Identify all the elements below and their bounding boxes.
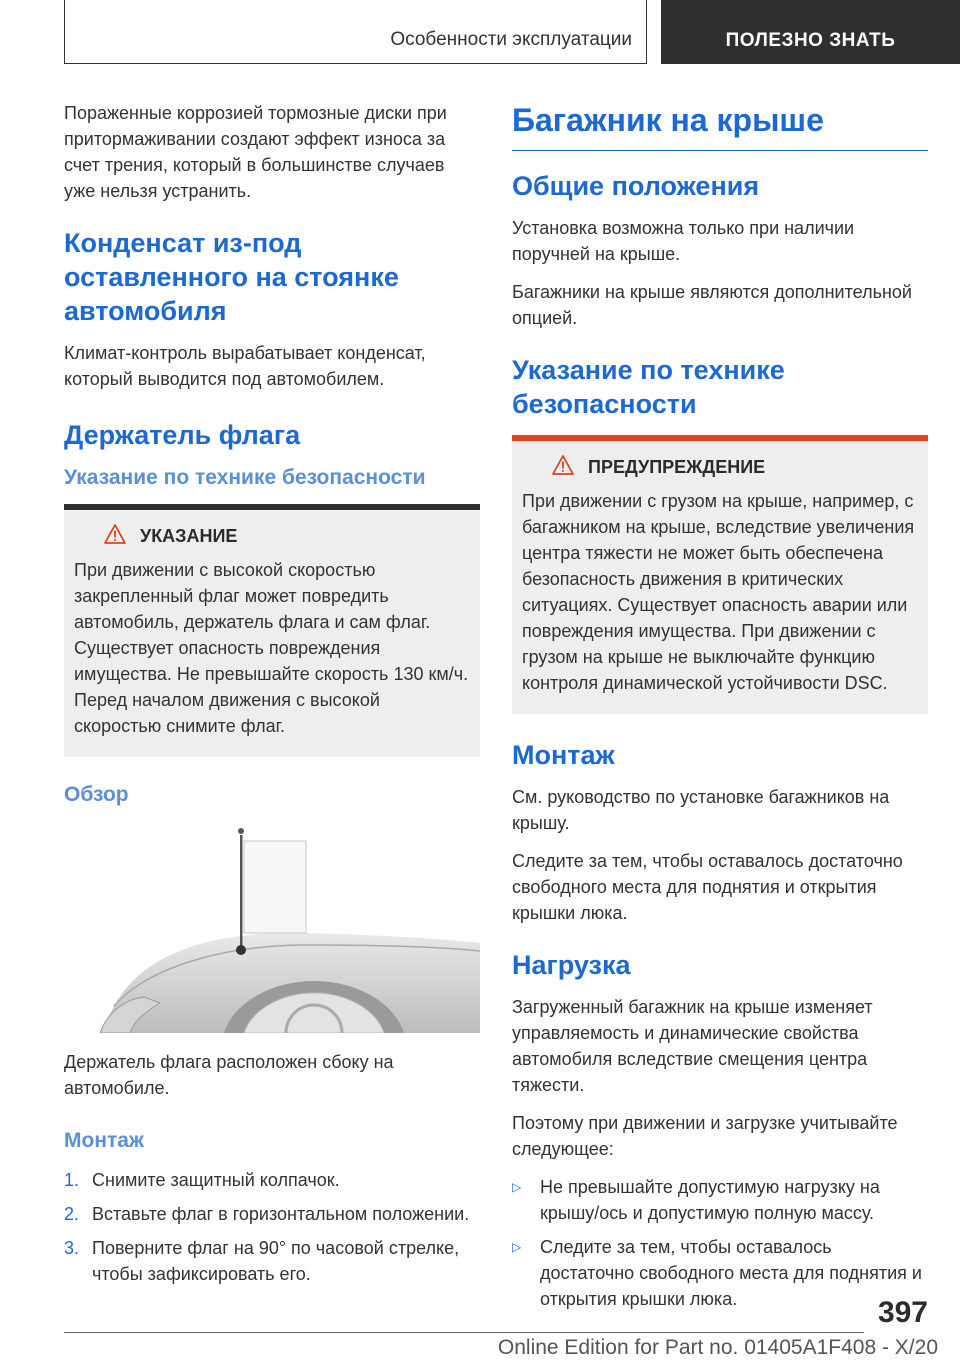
bullet-text: Следите за тем, чтобы оставалось достаточно свободного места для поднятия и открытия крышки люка. bbox=[540, 1237, 922, 1309]
load-paragraph-2: Поэтому при движении и загрузке учитывайте следующее: bbox=[512, 1113, 898, 1159]
overview-heading: Обзор bbox=[64, 783, 129, 806]
list-item bbox=[512, 1174, 928, 1226]
warning-triangle-icon bbox=[104, 524, 126, 549]
general-heading: Общие положения bbox=[512, 171, 760, 201]
roof-warning-box bbox=[512, 435, 928, 714]
left-column bbox=[64, 100, 480, 1295]
triangle-bullet-icon: ▷ bbox=[512, 1240, 522, 1254]
left-mount-heading: Монтаж bbox=[64, 1129, 144, 1152]
header-category-label: ПОЛЕЗНО ЗНАТЬ bbox=[725, 30, 896, 51]
step-text: Снимите защитный колпачок. bbox=[92, 1170, 340, 1190]
mount-paragraph-1: См. руководство по установке багажников на крышу. bbox=[512, 787, 890, 833]
load-paragraph-1: Загруженный багажник на крыше изменяет управляемость и динамические свойства автомобиля вследствие смещения центра тяжести. bbox=[512, 997, 873, 1095]
list-item bbox=[64, 1167, 480, 1193]
step-number: 3. bbox=[64, 1238, 80, 1258]
list-item bbox=[64, 1201, 480, 1227]
flag-safety-heading: Указание по технике безопасности bbox=[64, 466, 426, 489]
condensate-paragraph: Климат-контроль вырабатывает конденсат, который выводится под автомобилем. bbox=[64, 343, 426, 389]
step-text: Поверните флаг на 90° по часовой стрелке, чтобы зафиксировать его. bbox=[92, 1238, 460, 1284]
header-category-tab bbox=[661, 0, 960, 64]
general-paragraph-2: Багажники на крыше являются дополнительной опцией. bbox=[512, 282, 912, 328]
figure-caption: Держатель флага расположен сбоку на автомобиле. bbox=[64, 1052, 394, 1098]
roof-warning-text: При движении с грузом на крыше, например, с багажником на крыше, вследствие увеличения центра тяжести не может быть обеспечена безопасность движения в критических ситуациях. Существует опасность аварии или повреждения имущества. При движении с грузом на крыше не выключайте функцию контроля динамической устойчивости DSC. bbox=[522, 491, 915, 693]
roof-rack-title: Багажник на крыше bbox=[512, 102, 824, 138]
page-number: 397 bbox=[877, 1296, 928, 1329]
step-number: 2. bbox=[64, 1204, 80, 1224]
roof-safety-heading: Указание по технике безопасности bbox=[512, 355, 785, 419]
mount-paragraph-2: Следите за тем, чтобы оставалось достаточно свободного места для поднятия и открытия крышки люка. bbox=[512, 851, 903, 923]
flag-warning-header bbox=[74, 524, 470, 549]
roof-warning-header bbox=[522, 455, 918, 480]
right-column bbox=[512, 100, 928, 1320]
warning-triangle-icon bbox=[552, 455, 574, 480]
triangle-bullet-icon: ▷ bbox=[512, 1180, 522, 1194]
flag-holder-heading: Держатель флага bbox=[64, 420, 301, 450]
load-heading: Нагрузка bbox=[512, 950, 631, 980]
step-number: 1. bbox=[64, 1170, 80, 1190]
list-item bbox=[64, 1235, 480, 1287]
footer-divider bbox=[64, 1332, 864, 1333]
mount-steps-list bbox=[64, 1167, 480, 1287]
intro-paragraph: Пораженные коррозией тормозные диски при притормаживании создают эффект износа за счет трения, который в большинстве случаев уже нельзя устранить. bbox=[64, 103, 447, 201]
condensate-heading: Конденсат из-под оставленного на стоянке автомобиля bbox=[64, 228, 399, 326]
header-section-label: Особенности эксплуатации bbox=[390, 29, 632, 50]
step-text: Вставьте флаг в горизонтальном положении. bbox=[92, 1204, 470, 1224]
roof-warning-title: ПРЕДУПРЕЖДЕНИЕ bbox=[588, 457, 766, 477]
title-divider bbox=[512, 150, 928, 151]
header-section-tab bbox=[64, 0, 647, 64]
list-item bbox=[512, 1234, 928, 1312]
flag-holder-illustration bbox=[64, 821, 480, 1033]
flag-warning-title: УКАЗАНИЕ bbox=[140, 526, 238, 546]
bullet-text: Не превышайте допустимую нагрузку на крышу/ось и допустимую полную массу. bbox=[540, 1177, 880, 1223]
flag-warning-text: При движении с высокой скоростью закрепленный флаг может повредить автомобиль, держатель флага и сам флаг. Существует опасность повреждения имущества. Не превышайте скорость 130 км/ч. Перед началом движения с высокой скоростью снимите флаг. bbox=[74, 560, 469, 736]
flag-warning-box bbox=[64, 504, 480, 757]
right-mount-heading: Монтаж bbox=[512, 740, 615, 770]
general-paragraph-1: Установка возможна только при наличии поручней на крыше. bbox=[512, 218, 855, 264]
load-bullet-list bbox=[512, 1174, 928, 1312]
footer-edition: Online Edition for Part no. 01405A1F408 - X/20 bbox=[497, 1336, 938, 1359]
